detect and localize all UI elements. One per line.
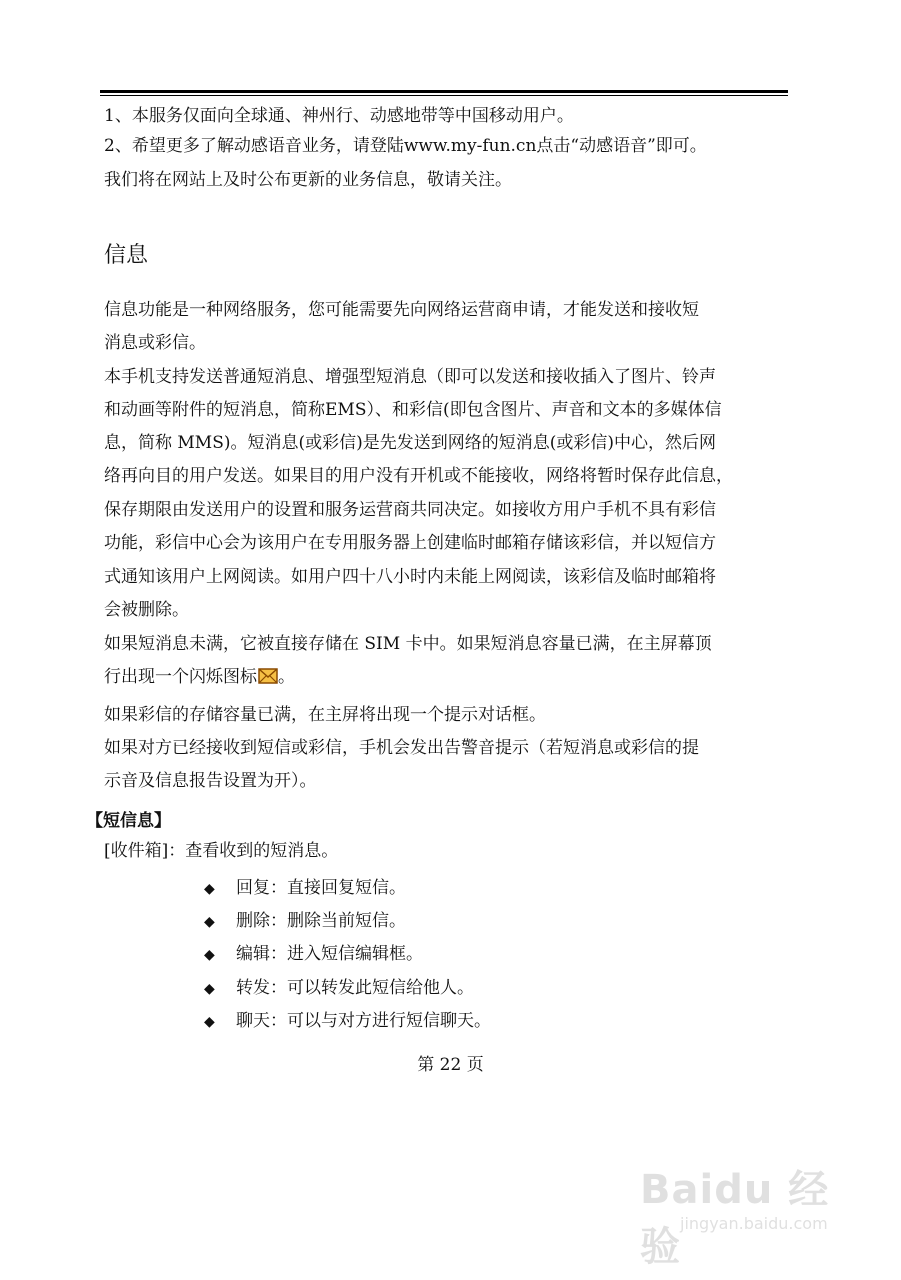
envelope-icon — [258, 667, 278, 685]
header-rule-thin — [100, 95, 788, 96]
paragraph-line: 会被删除。 — [104, 600, 189, 620]
paragraph-line: 如果短消息未满，它被直接存储在 SIM 卡中。如果短消息容量已满，在主屏幕顶 — [104, 634, 712, 654]
list-item-text: 回复：直接回复短信。 — [236, 878, 406, 898]
watermark-logo: Baidu 经验 — [640, 1167, 830, 1270]
paragraph-line: 息，简称 MMS)。短消息(或彩信)是先发送到网络的短消息(或彩信)中心，然后网 — [104, 433, 717, 453]
diamond-bullet-icon: ◆ — [204, 914, 215, 930]
note-line: 2、希望更多了解动感语音业务，请登陆www.my-fun.cn点击“动感语音”即可。 — [104, 136, 707, 156]
paragraph-line: 消息或彩信。 — [104, 333, 206, 353]
list-item-text: 编辑：进入短信编辑框。 — [236, 944, 423, 964]
list-item-text: 聊天：可以与对方进行短信聊天。 — [236, 1011, 491, 1031]
inbox-line: [收件箱]：查看收到的短消息。 — [104, 841, 339, 861]
icon-line-prefix: 行出现一个闪烁图标 — [104, 667, 257, 687]
icon-line — [104, 667, 295, 687]
paragraph-line: 式通知该用户上网阅读。如用户四十八小时内未能上网阅读，该彩信及临时邮箱将 — [104, 567, 716, 587]
diamond-bullet-icon: ◆ — [204, 1014, 215, 1030]
list-item — [204, 873, 406, 898]
list-item — [204, 939, 423, 964]
list-item-text: 转发：可以转发此短信给他人。 — [236, 978, 474, 998]
header-rule — [100, 90, 788, 93]
paragraph-line: 如果彩信的存储容量已满，在主屏将出现一个提示对话框。 — [104, 705, 546, 725]
list-item-text: 删除：删除当前短信。 — [236, 911, 406, 931]
paragraph-line: 信息功能是一种网络服务，您可能需要先向网络运营商申请，才能发送和接收短 — [104, 300, 699, 320]
section-heading: 信息 — [104, 243, 149, 268]
list-item — [204, 973, 474, 998]
note-line: 我们将在网站上及时公布更新的业务信息，敬请关注。 — [104, 170, 512, 190]
diamond-bullet-icon: ◆ — [204, 947, 215, 963]
paragraph-line: 功能，彩信中心会为该用户在专用服务器上创建临时邮箱存储该彩信，并以短信方 — [104, 533, 716, 553]
paragraph-line: 示音及信息报告设置为开）。 — [104, 771, 317, 791]
icon-line-suffix: 。 — [278, 667, 295, 687]
paragraph-line: 和动画等附件的短消息，简称EMS）、和彩信(即包含图片、声音和文本的多媒体信 — [104, 400, 722, 420]
diamond-bullet-icon: ◆ — [204, 981, 215, 997]
paragraph-line: 如果对方已经接收到短信或彩信，手机会发出告警音提示（若短消息或彩信的提 — [104, 738, 699, 758]
paragraph-line: 络再向目的用户发送。如果目的用户没有开机或不能接收，网络将暂时保存此信息， — [104, 466, 733, 486]
page-number: 第 22 页 — [417, 1055, 484, 1075]
note-line: 1、本服务仅面向全球通、神州行、动感地带等中国移动用户。 — [104, 106, 574, 126]
diamond-bullet-icon: ◆ — [204, 881, 215, 897]
paragraph-line: 本手机支持发送普通短消息、增强型短消息（即可以发送和接收插入了图片、铃声 — [104, 367, 716, 387]
paragraph-line: 保存期限由发送用户的设置和服务运营商共同决定。如接收方用户手机不具有彩信 — [104, 500, 716, 520]
section-title: 【短信息】 — [86, 811, 171, 831]
list-item — [204, 1006, 491, 1031]
list-item — [204, 906, 406, 931]
watermark-url: jingyan.baidu.com — [680, 1214, 828, 1233]
baidu-watermark — [640, 1148, 870, 1270]
